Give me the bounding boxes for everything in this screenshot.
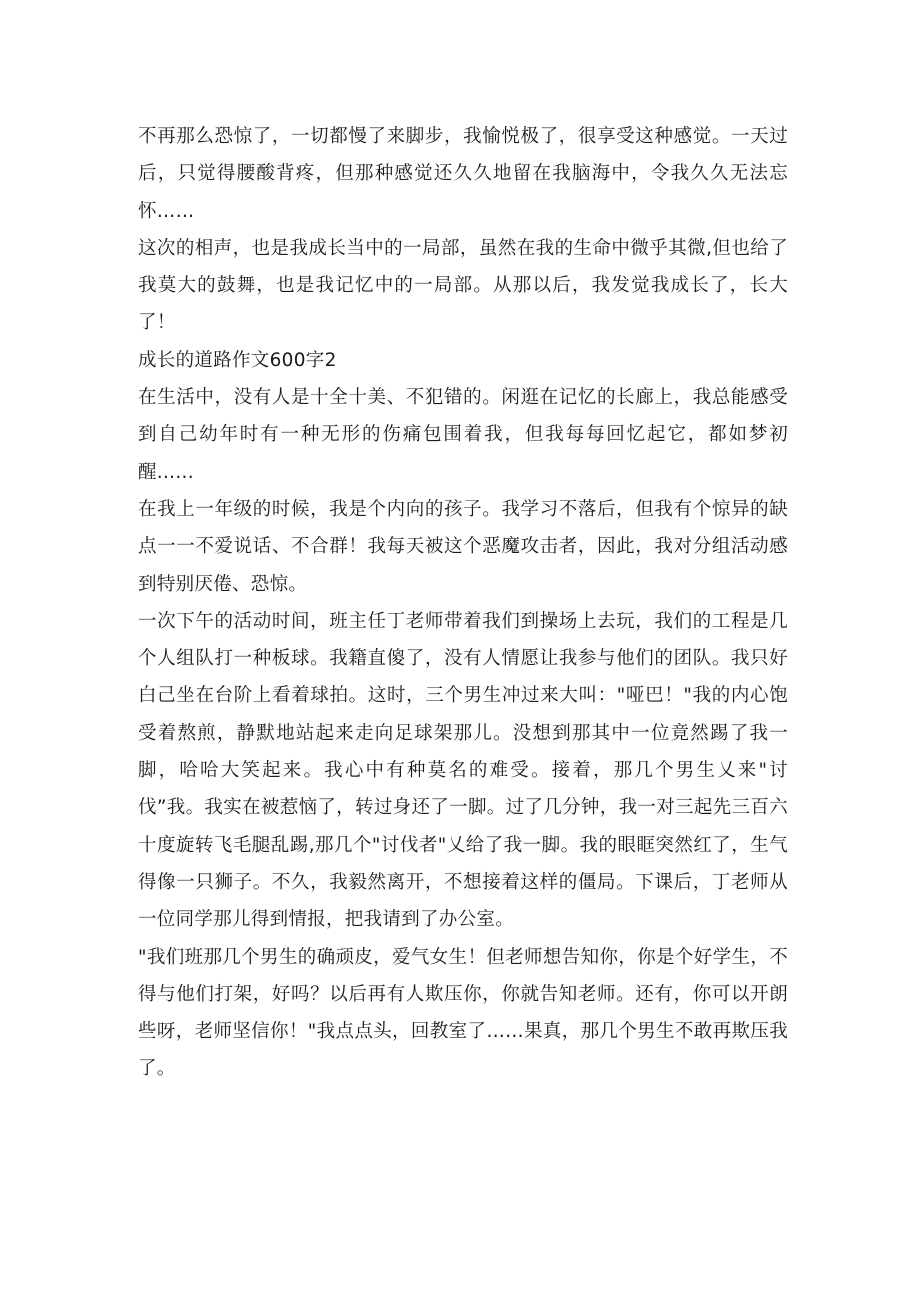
paragraph-2: 这次的相声，也是我成长当中的一局部，虽然在我的生命中微乎其微,但也给了我莫大的鼓舞，也是我记忆中的一局部。从那以后，我发觉我成长了，长大了！ <box>138 237 788 334</box>
paragraph-4: 在我上一年级的时候，我是个内向的孩子。我学习不落后，但我有个惊异的缺点一一不爱说话、不合群！我每天被这个恶魔攻击者，因此，我对分组活动感到特别厌倦、恐惊。 <box>138 498 788 595</box>
section-heading: 成长的道路作文600字2 <box>138 349 337 371</box>
paragraph-1: 不再那么恐惊了，一切都慢了来脚步，我愉悦极了，很享受这种感觉。一天过后，只觉得腰酸背疼，但那种感觉还久久地留在我脑海中，令我久久无法忘怀…… <box>138 126 788 222</box>
document-body <box>138 118 788 1088</box>
paragraph-6: "我们班那几个男生的确顽皮，爱气女生！但老师想告知你，你是个好学生，不得与他们打架，好吗？以后再有人欺压你，你就告知老师。还有，你可以开朗些呀，老师坚信你！"我点点头，回教室了……果真，那几个男生不敢再欺压我了。 <box>138 946 788 1080</box>
paragraph-5: 一次下午的活动时间，班主任丁老师带着我们到操场上去玩，我们的工程是几个人组队打一种板球。我籍直傻了，没有人情愿让我参与他们的团队。我只好白己坐在台阶上看着球拍。这时，三个男生冲过来大叫："哑巴！"我的内心饱受着熬煎，静默地站起来走向足球架那儿。没想到那其中一位竟然踢了我一脚，哈哈大笑起来。我心中有种莫名的难受。接着，那几个男生乂来"讨伐”我。我实在被惹恼了，转过身还了一脚。过了几分钟，我一对三起先三百六十度旋转飞毛腿乱踢,那几个"讨伐者"乂给了我一脚。我的眼眶突然红了，生气得像一只狮子。不久，我毅然离开，不想接着这样的僵局。下课后，丁老师从一位同学那儿得到情报，把我请到了办公室。 <box>138 610 788 931</box>
paragraph-3: 在生活中，没有人是十全十美、不犯错的。闲逛在记忆的长廊上，我总能感受到自己幼年时有一种无形的伤痛包围着我，但我每每回忆起它，都如梦初醒...... <box>138 387 788 483</box>
